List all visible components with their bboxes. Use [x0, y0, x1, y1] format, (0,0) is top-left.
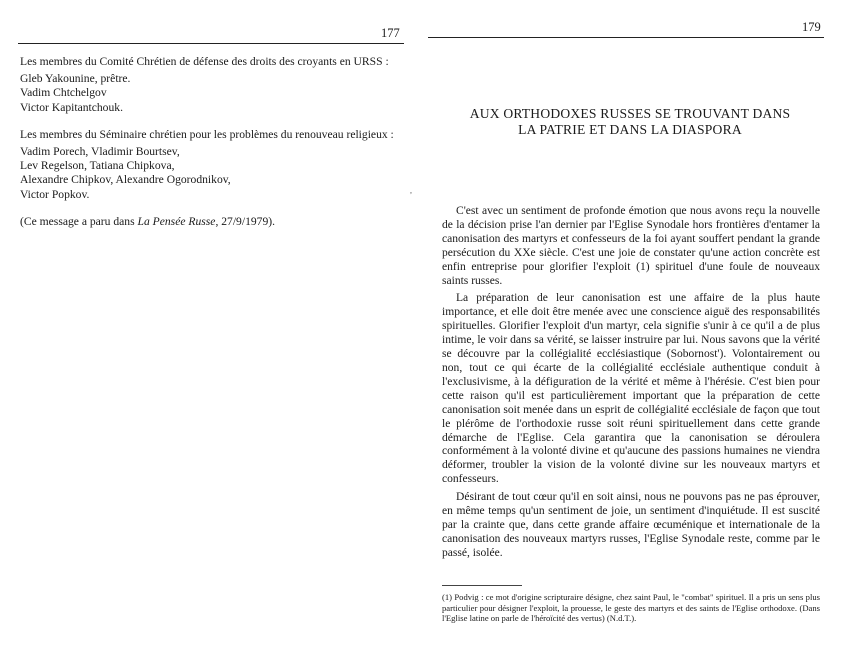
committee-member: Victor Kapitantchouk. — [20, 100, 123, 114]
committee-heading: Les membres du Comité Chrétien de défense des droits des croyants en URSS : — [20, 55, 389, 68]
right-page-number: 179 — [802, 20, 821, 34]
article-title-line: AUX ORTHODOXES RUSSES SE TROUVANT DANS — [469, 106, 791, 121]
article-title — [430, 106, 830, 138]
committee-member: Vadim Chtchelgov — [20, 86, 107, 100]
seminar-member: Lev Regelson, Tatiana Chipkova, — [20, 159, 175, 173]
seminar-member: Victor Popkov. — [20, 187, 90, 201]
article-title-line: LA PATRIE ET DANS LA DIASPORA — [518, 122, 742, 137]
article-body — [442, 205, 820, 565]
article-paragraph: La préparation de leur canonisation est une affaire de la plus haute importance, et elle doit être menée avec une conscience aiguë des responsabilités spirituelles. Glorifier l'exploit d'un martyr, cela signifie s'unir à ce qu'il a de plus intime, le voir dans sa vérité, se laisser instruire par lui. Nous savons que la vérité se découvre par la collégialité ecclésiastique (Sobornost'). Volontairement ou non, tout ce qui écarte de la collégialité ecclésiale authentique conduit à l'exclusivisme, à la défiguration de la vérité et même à l'hérésie. C'est bien pour cette raison qu'il est particulièrement important que la préparation de cette canonisation soit menée dans un esprit de collégialité ecclésiale de façon que tout le plérôme de l'orthodoxie russe soit réuni spirituellement dans cette grande démarche de l'Eglise. Cela garantira que la canonisation se déroulera conformément à la volonté divine et qu'aucune des passions humaines ne viendra déformer, troubler la vision de la volonté divine sur les nouveaux martyrs et confesseurs. — [442, 292, 820, 486]
citation-title: La Pensée Russe — [137, 214, 216, 228]
seminar-member: Vadim Porech, Vladimir Bourtsev, — [20, 145, 180, 159]
article-paragraph: Désirant de tout cœur qu'il en soit ainsi, nous ne pouvons pas ne pas éprouver, en même temps qu'un sentiment de joie, un sentiment d'inquiétude. Il est suscité par la crainte que, dans cette grande affaire œcuménique et internationale de la canonisation des nouveaux martyrs russes, l'Eglise Synodale reste, comme par le passé, isolée. — [442, 491, 820, 559]
footnote: (1) Podvig : ce mot d'origine scripturaire désigne, chez saint Paul, le "combat" spirituel. Il a pris un sens plus particulier pour désigner l'exploit, la prouesse, le geste des martyrs et des saints de l'Eglise orthodoxe. (Dans l'Eglise latine on parle de l'héroïcité des vertus) (N.d.T.). — [442, 592, 820, 624]
left-header-rule — [18, 43, 404, 44]
seminar-member: Alexandre Chipkov, Alexandre Ogorodnikov, — [20, 173, 231, 187]
citation-suffix: , 27/9/1979). — [215, 214, 276, 228]
seminar-heading: Les membres du Séminaire chrétien pour les problèmes du renouveau religieux : — [20, 127, 394, 141]
left-page-content — [20, 55, 405, 229]
footnote-rule — [442, 585, 522, 586]
citation-prefix: (Ce message a paru dans — [20, 214, 138, 228]
committee-member: Gleb Yakounine, prêtre. — [20, 72, 131, 86]
article-paragraph: C'est avec un sentiment de profonde émotion que nous avons reçu la nouvelle de la décision prise l'an dernier par l'Eglise Synodale hors frontières d'entamer la canonisation des martyrs et confesseurs de la foi ayant souffert pendant la grande persécution du XXe siècle. C'est une joie de constater qu'une action concrète est enfin entreprise pour glorifier l'exploit (1) spirituel d'une foule de nouveaux saints russes. — [442, 205, 820, 287]
publication-citation — [20, 215, 405, 229]
right-header-rule — [428, 37, 824, 38]
margin-mark: , — [410, 186, 412, 195]
left-page-number: 177 — [381, 26, 400, 40]
